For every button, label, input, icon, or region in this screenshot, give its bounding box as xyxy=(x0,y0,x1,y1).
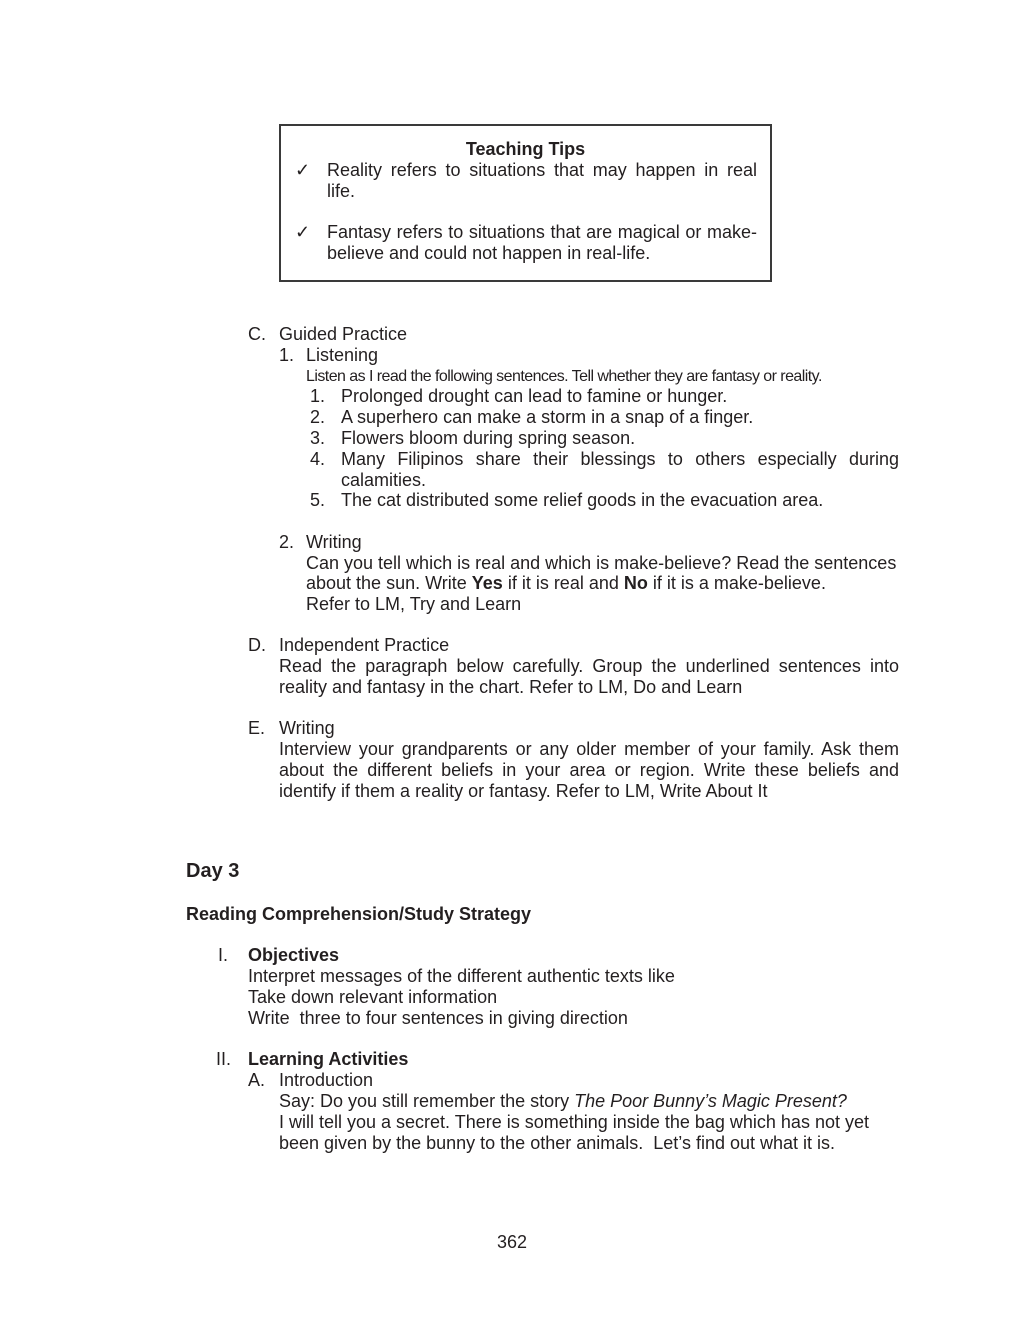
writing-line-1: Can you tell which is real and which is make-believe? Read the sentences xyxy=(306,553,897,573)
intro-line-2: I will tell you a secret. There is something inside the bag which has not yet xyxy=(279,1112,869,1132)
teaching-tips-box xyxy=(279,124,772,282)
section-d-letter: D. xyxy=(248,635,266,655)
intro-say-line xyxy=(279,1091,847,1112)
section-d-text: Read the paragraph below carefully. Group the underlined sentences into reality and fantasy in the chart. Refer to LM, Do and Learn xyxy=(279,656,899,697)
story-title: The Poor Bunny’s Magic Present? xyxy=(574,1091,847,1111)
learning-heading: Learning Activities xyxy=(248,1049,409,1069)
objectives-numeral: I. xyxy=(218,945,229,965)
tip-reality-text: Reality refers to situations that may happen in real life. xyxy=(327,160,757,201)
checkmark-icon: ✓ xyxy=(295,222,311,242)
listening-instruction: Listen as I read the following sentences. Tell whether they are fantasy or reality. xyxy=(306,368,822,385)
section-c-letter: C. xyxy=(248,324,266,344)
day-subheading: Reading Comprehension/Study Strategy xyxy=(186,904,532,924)
writing-line-2-b: if it is real and xyxy=(502,573,624,593)
writing-line-2 xyxy=(306,573,826,594)
intro-letter: A. xyxy=(248,1070,266,1090)
writing-number: 2. xyxy=(279,532,295,552)
objective-line: Write three to four sentences in giving direction xyxy=(248,1008,628,1028)
listening-item-text: Flowers bloom during spring season. xyxy=(341,428,636,448)
day-heading: Day 3 xyxy=(186,860,240,882)
listening-item-text: A superhero can make a storm in a snap of a finger. xyxy=(341,407,754,427)
listening-item-number: 2. xyxy=(310,407,326,427)
listening-item-number: 4. xyxy=(310,449,326,469)
listening-item-number: 1. xyxy=(310,386,326,406)
section-d-heading: Independent Practice xyxy=(279,635,450,655)
objective-line: Interpret messages of the different authentic texts like xyxy=(248,966,675,986)
writing-heading: Writing xyxy=(306,532,362,552)
learning-numeral: II. xyxy=(216,1049,232,1069)
writing-line-2-c: if it is a make-believe. xyxy=(647,573,826,593)
listening-item-number: 3. xyxy=(310,428,326,448)
listening-item-number: 5. xyxy=(310,490,326,510)
tip-reality xyxy=(295,160,757,202)
writing-line-3: Refer to LM, Try and Learn xyxy=(306,594,522,614)
listening-item-text: Many Filipinos share their blessings to others especially during calamities. xyxy=(341,449,899,490)
no-keyword: No xyxy=(623,573,648,593)
teaching-tips-title: Teaching Tips xyxy=(465,139,586,159)
listening-item-text: Prolonged drought can lead to famine or hunger. xyxy=(341,386,728,406)
tip-fantasy-text: Fantasy refers to situations that are magical or make-believe and could not happen in real-life. xyxy=(327,222,757,263)
objective-line: Take down relevant information xyxy=(248,987,498,1007)
writing-line-2-a: about the sun. Write xyxy=(306,573,472,593)
listening-heading: Listening xyxy=(306,345,379,365)
yes-keyword: Yes xyxy=(471,573,503,593)
section-e-letter: E. xyxy=(248,718,266,738)
intro-heading: Introduction xyxy=(279,1070,374,1090)
section-c-heading: Guided Practice xyxy=(279,324,408,344)
listening-item-text: The cat distributed some relief goods in the evacuation area. xyxy=(341,490,824,510)
intro-say-prefix: Say: Do you still remember the story xyxy=(279,1091,575,1111)
page-number: 362 xyxy=(496,1232,528,1252)
tip-fantasy xyxy=(295,222,757,264)
section-e-text: Interview your grandparents or any older member of your family. Ask them about the different beliefs in your area or region. Write these beliefs and identify if them a reality or fantasy. Refer to LM, Write About It xyxy=(279,739,899,801)
section-e-heading: Writing xyxy=(279,718,335,738)
listening-number: 1. xyxy=(279,345,295,365)
intro-line-3: been given by the bunny to the other animals. Let’s find out what it is. xyxy=(279,1133,836,1153)
checkmark-icon: ✓ xyxy=(295,160,311,180)
objectives-heading: Objectives xyxy=(248,945,340,965)
